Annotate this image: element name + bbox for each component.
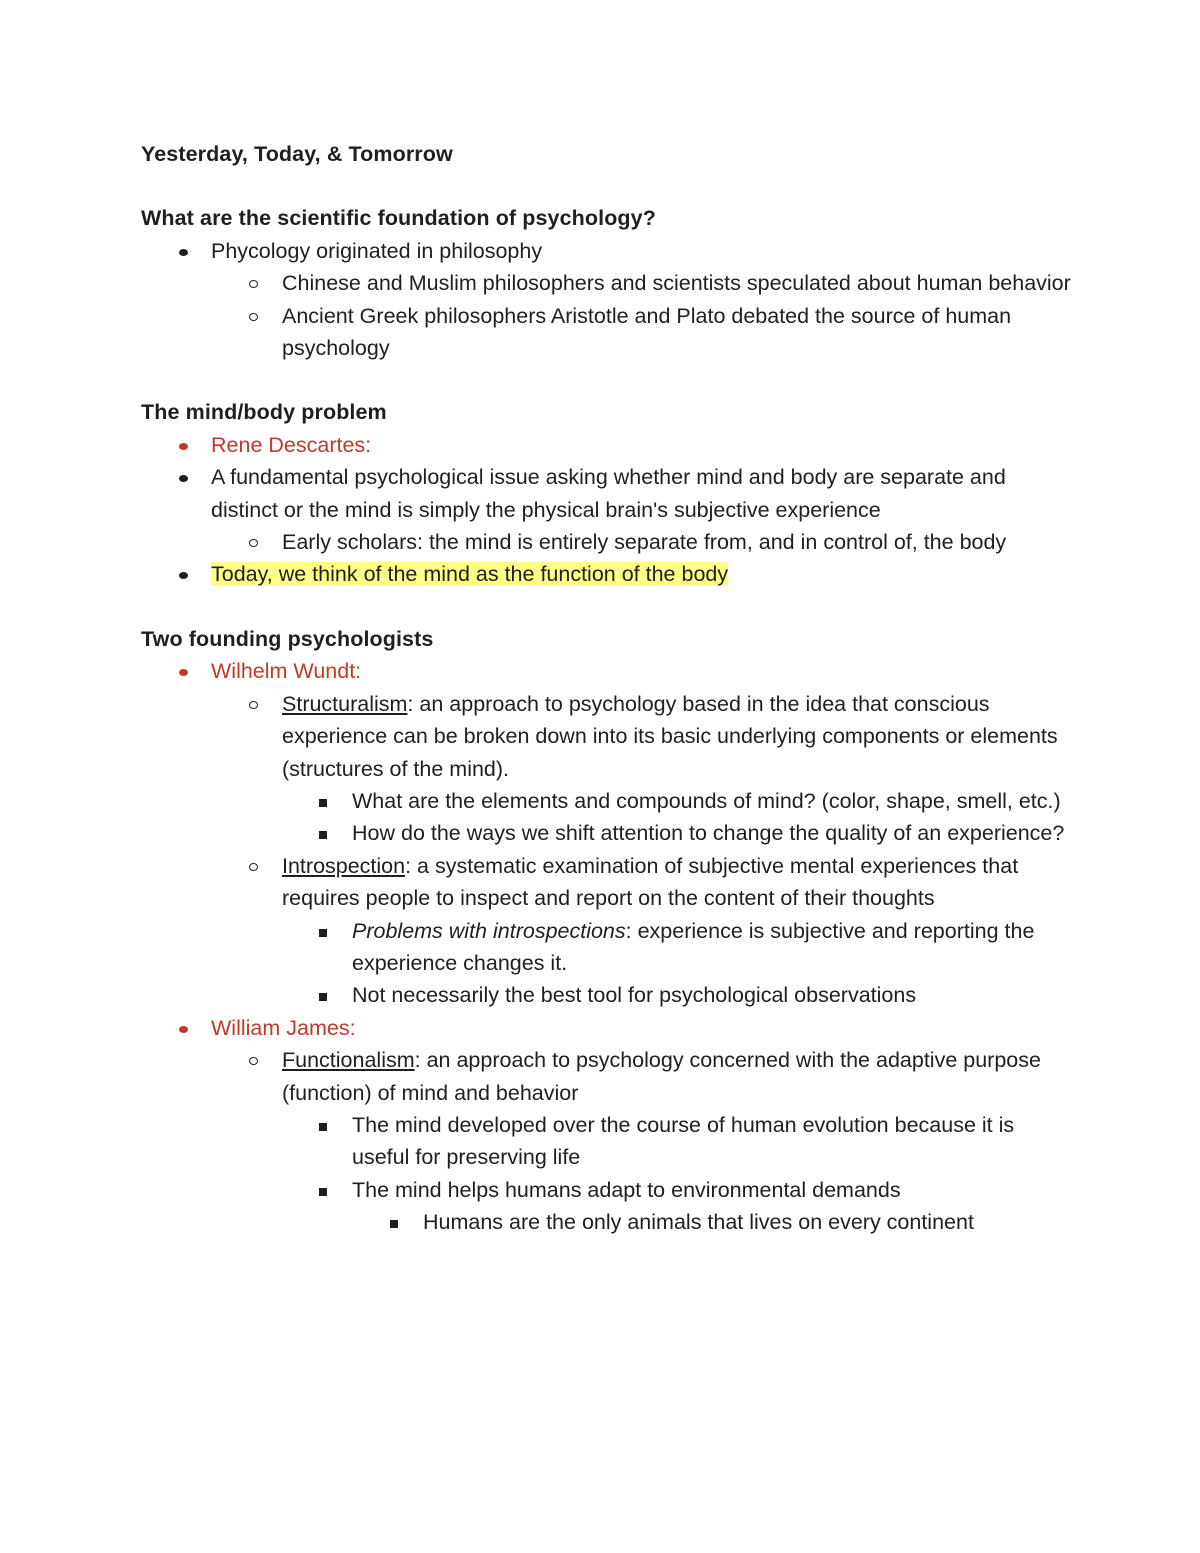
- list-item: [141, 558, 1071, 590]
- list-item-text: Not necessarily the best tool for psychological observations: [352, 983, 917, 1008]
- list-item: [141, 429, 1071, 461]
- mind-body-list: [141, 429, 1071, 591]
- person-name: Rene Descartes:: [211, 432, 372, 457]
- list-item: [141, 267, 1071, 299]
- bullet-dot-icon: [175, 1012, 195, 1044]
- list-item-text: Early scholars: the mind is entirely separate from, and in control of, the body: [282, 530, 1007, 555]
- list-item: [141, 1012, 1071, 1044]
- bullet-circle-icon: [246, 267, 266, 299]
- bullet-circle-icon: [246, 526, 266, 558]
- bullet-circle-icon: [246, 1044, 266, 1076]
- bullet-dot-icon: [175, 429, 195, 461]
- definition: : an approach to psychology based in the idea that conscious experience can be broken down into its basic underlying components or elements (structures of the mind).: [282, 691, 1058, 781]
- document-title: Yesterday, Today, & Tomorrow: [141, 142, 453, 166]
- list-item: [141, 655, 1071, 687]
- list-item-text: What are the elements and compounds of mind? (color, shape, smell, etc.): [352, 788, 1061, 813]
- list-item: [141, 1174, 1071, 1206]
- bullet-square-icon: [316, 915, 336, 947]
- bullet-square-icon: [316, 817, 336, 849]
- list-item: [141, 817, 1071, 849]
- section-heading-foundations: What are the scientific foundation of psychology?: [141, 206, 656, 231]
- founders-list: [141, 655, 1071, 1238]
- bullet-square-icon: [316, 785, 336, 817]
- bullet-square-icon: [316, 1174, 336, 1206]
- list-item: [141, 1044, 1071, 1109]
- bullet-dot-icon: [175, 461, 195, 493]
- section-heading-founders: Two founding psychologists: [141, 626, 434, 651]
- term: Functionalism: [282, 1048, 415, 1073]
- bullet-square-icon: [316, 979, 336, 1011]
- list-item-text: Phycology originated in philosophy: [211, 238, 543, 263]
- list-item-text: The mind developed over the course of human evolution because it is useful for preserving life: [352, 1112, 1015, 1170]
- list-item-text: Humans are the only animals that lives on every continent: [423, 1210, 974, 1235]
- list-item: [141, 461, 1071, 526]
- list-item: [141, 526, 1071, 558]
- list-item: [141, 915, 1071, 980]
- list-item: [141, 785, 1071, 817]
- section-heading-mind-body: The mind/body problem: [141, 400, 387, 425]
- bullet-circle-icon: [246, 688, 266, 720]
- bullet-dot-icon: [175, 655, 195, 687]
- bullet-circle-icon: [246, 850, 266, 882]
- definition: : a systematic examination of subjective mental experiences that requires people to inspect and report on the content of their thoughts: [282, 853, 1019, 911]
- person-name: William James:: [211, 1015, 356, 1040]
- term: Problems with introspections: [352, 918, 626, 943]
- list-item: [141, 979, 1071, 1011]
- definition: : an approach to psychology concerned with the adaptive purpose (function) of mind and behavior: [282, 1048, 1041, 1105]
- term: Structuralism: [282, 691, 408, 716]
- list-item-text: How do the ways we shift attention to change the quality of an experience?: [352, 821, 1065, 846]
- list-item: [141, 1109, 1071, 1174]
- list-item-text: The mind helps humans adapt to environmental demands: [352, 1177, 901, 1202]
- bullet-square-icon: [316, 1109, 336, 1141]
- list-item: [141, 688, 1071, 785]
- bullet-circle-icon: [246, 300, 266, 332]
- foundations-list: [141, 235, 1071, 365]
- person-name: Wilhelm Wundt:: [211, 659, 362, 684]
- bullet-square-icon: [387, 1206, 407, 1238]
- list-item-text: Ancient Greek philosophers Aristotle and Plato debated the source of human psychology: [282, 303, 1012, 361]
- list-item-text: A fundamental psychological issue asking whether mind and body are separate and distinct or the mind is simply the physical brain's subjective experience: [211, 465, 1006, 522]
- term: Introspection: [282, 853, 406, 878]
- document-page: [141, 138, 1071, 1239]
- list-item: [141, 1206, 1071, 1238]
- list-item: [141, 300, 1071, 365]
- bullet-dot-icon: [175, 235, 195, 267]
- list-item: [141, 850, 1071, 915]
- list-item-text: Chinese and Muslim philosophers and scientists speculated about human behavior: [282, 271, 1071, 296]
- bullet-dot-icon: [175, 558, 195, 590]
- definition: : experience is subjective and reporting the experience changes it.: [352, 918, 1035, 975]
- highlighted-text: Today, we think of the mind as the function of the body: [211, 562, 729, 587]
- list-item: [141, 235, 1071, 267]
